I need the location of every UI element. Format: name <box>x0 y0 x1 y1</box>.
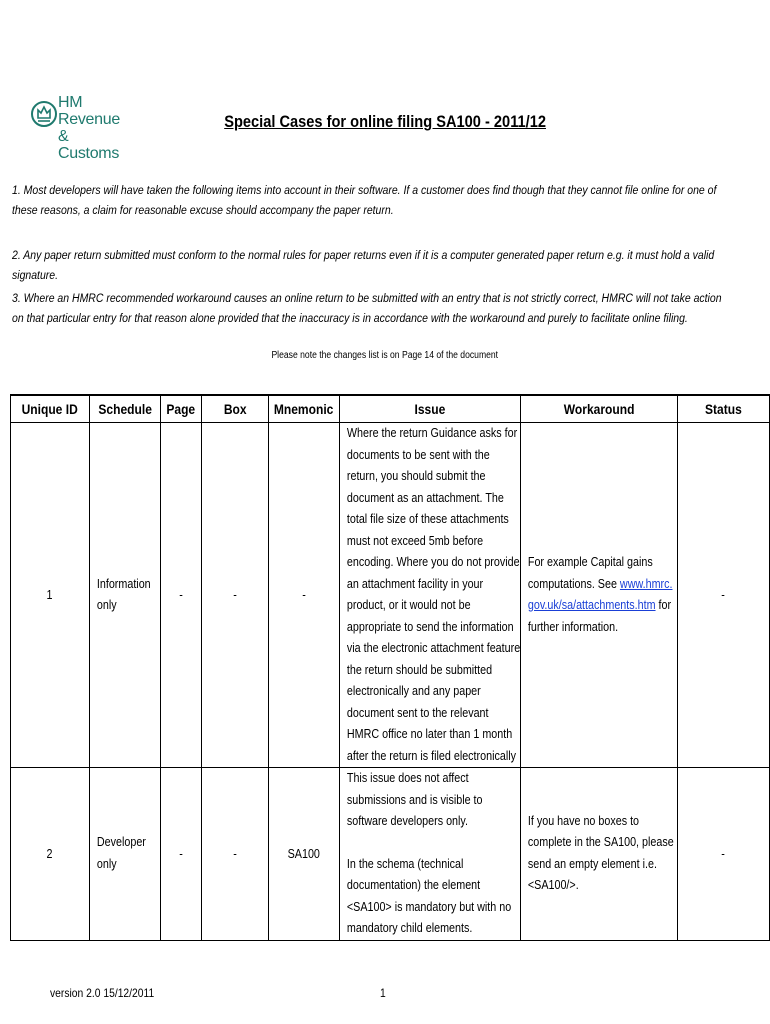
table-row <box>11 423 770 768</box>
row-2-id: 2 <box>11 768 90 941</box>
page-title: Special Cases for online filing SA100 - 2011/12 <box>224 112 546 131</box>
intro-paragraph-2: 2. Any paper return submitted must conform to the normal rules for paper returns even if it is a computer generated paper return e.g. it must hold a valid signature. <box>12 248 715 282</box>
row-2-page: - <box>161 768 202 941</box>
changes-note: Please note the changes list is on Page 14 of the document <box>271 350 499 361</box>
changes-note-wrap <box>0 350 770 361</box>
row-2-schedule: Developer only <box>89 768 161 941</box>
row-2-workaround: If you have no boxes to complete in the SA100, please send an empty element i.e. <SA100/>. <box>521 768 677 941</box>
table-row <box>11 768 770 941</box>
intro-paragraph-1: 1. Most developers will have taken the following items into account in their software. If a customer does find though that they cannot file online for one of these reasons, a claim for reasonable excuse should accompany the paper return. <box>12 183 717 217</box>
row-2-issue <box>339 768 521 941</box>
header-box: Box <box>201 395 269 423</box>
row-1-schedule: Information only <box>89 423 161 768</box>
intro-paragraph-3: 3. Where an HMRC recommended workaround causes an online return to be submitted with an entry that is not strictly correct, HMRC will not take action on that particular entry for that reason alone provided that the inaccuracy is in accordance with the workaround and purely to facilitate online filing. <box>12 291 722 325</box>
row-1-box: - <box>201 423 269 768</box>
version-footer: version 2.0 15/12/2011 <box>50 986 155 1000</box>
row-1-status: - <box>677 423 769 768</box>
header-issue: Issue <box>339 395 521 423</box>
row-1-id: 1 <box>11 423 90 768</box>
row-2-status: - <box>677 768 769 941</box>
header-status: Status <box>677 395 769 423</box>
header-unique-id: Unique ID <box>11 395 90 423</box>
page-title-wrap <box>0 112 770 132</box>
logo-line-2: & Customs <box>58 128 120 162</box>
header-schedule: Schedule <box>89 395 161 423</box>
row-2-issue-p1: This issue does not affect submissions and is visible to software developers only. <box>346 771 483 828</box>
row-1-workaround <box>521 423 677 768</box>
page-number: 1 <box>380 986 386 1000</box>
header-workaround: Workaround <box>521 395 677 423</box>
header-mnemonic: Mnemonic <box>269 395 339 423</box>
attachments-link[interactable]: www.hmrc.gov.uk/sa/attachments.htm <box>528 576 673 612</box>
special-cases-table <box>10 394 770 941</box>
row-2-issue-p2: In the schema (technical documentation) the element <SA100> is mandatory but with no mandatory child elements. <box>346 856 511 935</box>
header-page: Page <box>161 395 202 423</box>
row-2-mnemonic: SA100 <box>269 768 339 941</box>
row-1-page: - <box>161 423 202 768</box>
row-2-box: - <box>201 768 269 941</box>
logo-line-1: HM Revenue <box>58 94 120 128</box>
table-header-row <box>11 395 770 423</box>
row-1-workaround-text: For example Capital gains computations. See <box>528 555 654 591</box>
row-1-mnemonic: - <box>269 423 339 768</box>
row-1-workaround-text-2: for further information. <box>528 598 672 634</box>
row-1-issue: Where the return Guidance asks for documents to be sent with the return, you should submit the document as an attachment. The total file size of these attachments must not exceed 5mb before encoding. Where you do not provide an attachment facility in your product, or it would not be appropriate to send the information via the electronic attachment feature the return should be submitted electronically and any paper document sent to the relevant HMRC office no later than 1 month after the return is filed electronically <box>339 423 521 768</box>
